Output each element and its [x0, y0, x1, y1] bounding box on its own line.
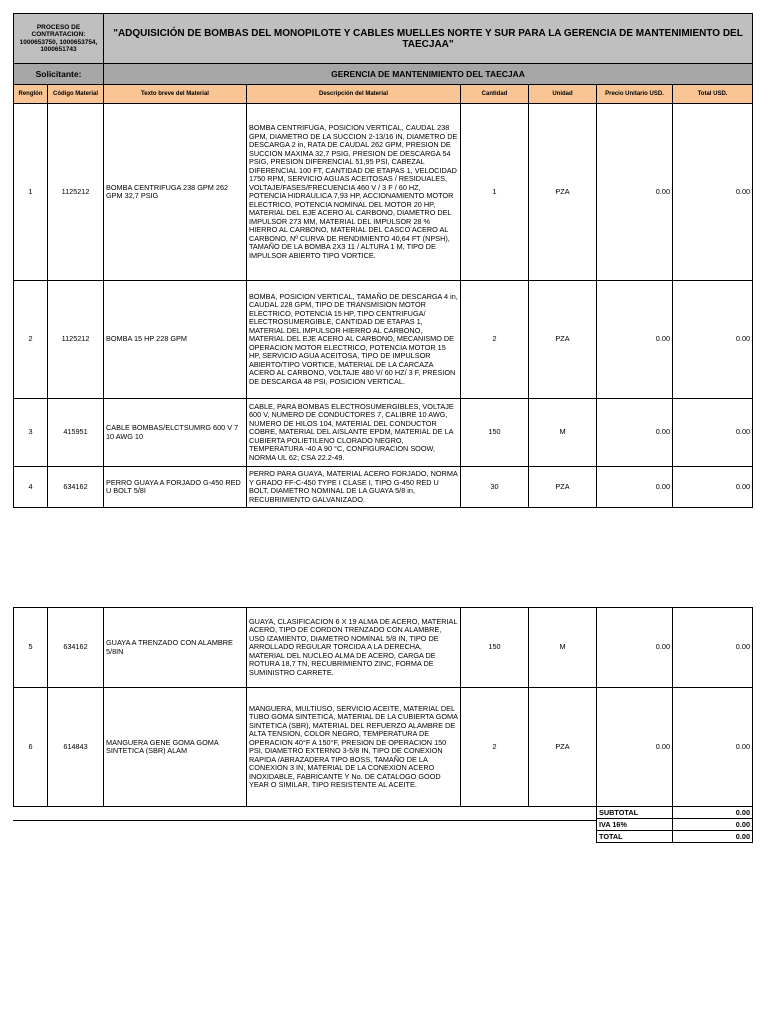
- cell-total: 0.00: [673, 281, 753, 399]
- cell-descripcion: BOMBA, POSICION VERTICAL, TAMAÑO DE DESCARGA 4 in, CAUDAL 228 GPM, TIPO DE TRANSMISION MOTOR ELECTRICO, POTENCIA 15 HP, TIPO CENTRIFUGA/ ELECTROSUMERGIBLE, CANTIDAD DE ETAPAS 1, MATERIAL DEL IMPULSOR HIERRO AL CARBONO, MATERIAL DEL EJE ACERO AL CARBONO, MECANISMO DE OPERACION MOTOR ELECTRICO, POTENCIA MOTOR 15 HP, SERVICIO AGUA ACEITOSA, TIPO DE IMPULSOR ABIERTO/TIPO VORTICE, MATERIAL DE LA CARCAZA ACERO AL CARBONO, VOLTAJE 480 V/ 60 HZ/ 3 F, PRESION DE DESCARGA 48 PSI, POSICION VERTICAL.: [247, 281, 461, 399]
- cell-cantidad: 2: [461, 281, 529, 399]
- cell-renglon: 5: [14, 608, 48, 688]
- cell-total: 0.00: [673, 467, 753, 508]
- col-codigo: Código Material: [48, 85, 104, 104]
- totals-table: [596, 806, 753, 843]
- cell-total: 0.00: [673, 608, 753, 688]
- cell-cantidad: 30: [461, 467, 529, 508]
- cell-codigo: 614843: [48, 688, 104, 807]
- table-row: [14, 467, 753, 508]
- subtotal-row: [597, 807, 753, 819]
- cell-cantidad: 150: [461, 608, 529, 688]
- total-label: TOTAL: [597, 831, 673, 843]
- subtotal-label: SUBTOTAL: [597, 807, 673, 819]
- cell-precio: 0.00: [597, 281, 673, 399]
- materials-table-page2: [13, 607, 753, 807]
- cell-codigo: 1125212: [48, 104, 104, 281]
- cell-total: 0.00: [673, 688, 753, 807]
- table-row: [14, 281, 753, 399]
- cell-codigo: 1125212: [48, 281, 104, 399]
- process-cell: [14, 14, 104, 64]
- cell-codigo: 634162: [48, 467, 104, 508]
- cell-unidad: PZA: [529, 688, 597, 807]
- cell-texto-breve: MANGUERA GENE GOMA GOMA SINTETICA (SBR) ALAM: [104, 688, 247, 807]
- iva-row: [597, 819, 753, 831]
- process-numbers: 1000653750, 1000653754, 1000651743: [19, 38, 98, 53]
- cell-texto-breve: BOMBA 15 HP 228 GPM: [104, 281, 247, 399]
- process-label: PROCESO DE CONTRATACION:: [31, 23, 86, 38]
- cell-unidad: M: [529, 608, 597, 688]
- cell-unidad: M: [529, 399, 597, 467]
- cell-texto-breve: PERRO GUAYA A FORJADO G-450 RED U BOLT 5/8I: [104, 467, 247, 508]
- cell-renglon: 6: [14, 688, 48, 807]
- cell-total: 0.00: [673, 399, 753, 467]
- cell-codigo: 634162: [48, 608, 104, 688]
- cell-renglon: 1: [14, 104, 48, 281]
- col-total: Total USD.: [673, 85, 753, 104]
- cell-precio: 0.00: [597, 399, 673, 467]
- iva-label: IVA 16%: [597, 819, 673, 831]
- document-title: "ADQUISICIÓN DE BOMBAS DEL MONOPILOTE Y CABLES MUELLES NORTE Y SUR PARA LA GERENCIA DE MANTENIMIENTO DEL TAECJAA": [104, 14, 753, 64]
- cell-cantidad: 150: [461, 399, 529, 467]
- cell-descripcion: CABLE, PARA BOMBAS ELECTROSUMERGIBLES, VOLTAJE 600 V, NUMERO DE CONDUCTORES 7, CALIBRE 10 AWG, NUMERO DE HILOS 104, MATERIAL DEL CONDUCTOR COBRE, MATERIAL DEL AISLANTE EPDM, MATERIAL DE LA CUBIERTA POLIETILENO CLORADO NEGRO, TEMPERATURA -40 A 90 °C, CONFIGURACION SOOW, NORMA UL 62; CSA 22.2-49.: [247, 399, 461, 467]
- col-texto-breve: Texto breve del Material: [104, 85, 247, 104]
- cell-renglon: 2: [14, 281, 48, 399]
- totals-divider: [13, 820, 596, 821]
- solicitante-row: [14, 64, 753, 85]
- table-row: [14, 688, 753, 807]
- col-unidad: Unidad: [529, 85, 597, 104]
- table-row: [14, 104, 753, 281]
- cell-descripcion: PERRO PARA GUAYA, MATERIAL ACERO FORJADO, NORMA Y GRADO FF-C-450 TYPE I CLASE I, TIPO G-450 RED U BOLT, DIAMETRO NOMINAL DE LA GUAYA 5/8 in, RECUBRIMIENTO GALVANIZADO.: [247, 467, 461, 508]
- solicitante-value: GERENCIA DE MANTENIMIENTO DEL TAECJAA: [104, 64, 753, 85]
- cell-texto-breve: BOMBA CENTRIFUGA 238 GPM 262 GPM 32,7 PSIG: [104, 104, 247, 281]
- col-precio: Precio Unitario USD.: [597, 85, 673, 104]
- col-cantidad: Cantidad: [461, 85, 529, 104]
- cell-texto-breve: CABLE BOMBAS/ELCTSUMRG 600 V 7 10 AWG 10: [104, 399, 247, 467]
- cell-renglon: 4: [14, 467, 48, 508]
- cell-precio: 0.00: [597, 688, 673, 807]
- header-row: [14, 14, 753, 64]
- cell-total: 0.00: [673, 104, 753, 281]
- column-header-row: [14, 85, 753, 104]
- cell-descripcion: GUAYA, CLASIFICACION 6 X 19 ALMA DE ACERO, MATERIAL ACERO, TIPO DE CORDON TRENZADO CON ALAMBRE, USO IZAMIENTO, DIAMETRO NOMINAL 5/8 IN, TIPO DE ARROLLADO REGULAR TORCIDA A LA DERECHA, MATERIAL DEL NUCLEO ALMA DE ACERO, CARGA DE ROTURA 18,7 TN, RECUBRIMIENTO ZINC, FORMA DE SUMINISTRO CARRETE.: [247, 608, 461, 688]
- cell-cantidad: 1: [461, 104, 529, 281]
- table-row: [14, 399, 753, 467]
- cell-unidad: PZA: [529, 281, 597, 399]
- cell-cantidad: 2: [461, 688, 529, 807]
- cell-texto-breve: GUAYA A TRENZADO CON ALAMBRE 5/8IN: [104, 608, 247, 688]
- total-value: 0.00: [673, 831, 753, 843]
- subtotal-value: 0.00: [673, 807, 753, 819]
- col-descripcion: Descripción del Material: [247, 85, 461, 104]
- materials-table-page1: [13, 13, 753, 508]
- table-row: [14, 608, 753, 688]
- cell-unidad: PZA: [529, 104, 597, 281]
- cell-unidad: PZA: [529, 467, 597, 508]
- cell-descripcion: BOMBA CENTRIFUGA, POSICION VERTICAL, CAUDAL 238 GPM, DIAMETRO DE LA SUCCION 2-13/16 IN, DIAMETRO DE DESCARGA 2 in, RATA DE CAUDAL 262 GPM, PRESION DE SUCCION MAXIMA 32,7 PSIG, PRESION DE DESCARGA 54 PSIG, PRESION DIFERENCIAL 51,95 PSI, CABEZAL DIFERENCIAL 100 FT, CANTIDAD DE ETAPAS 1, VELOCIDAD 1750 RPM, SERVICIO AGUAS ACEITOSAS / RESIDUALES, VOLTAJE/FASES/FRECUENCIA 460 V / 3 F / 60 HZ, POTENCIA HIDRAULICA 7,93 HP, ACCIONAMIENTO MOTOR ELECTRICO, POTENCIA NOMINAL DEL MOTOR 20 HP, MATERIAL DEL EJE ACERO AL CARBONO, DIAMETRO DEL IMPULSOR 273 MM, MATERIAL DEL IMPULSOR 28 % HIERRO AL CARBONO, MATERIAL DEL CASCO ACERO AL CARBONO, Nº CURVA DE RENDIMIENTO 40,64 FT (NPSH), TAMAÑO DE LA BOMBA 2X3 11 / ALTURA 1 M, TIPO DE IMPULSOR ABIERTO TIPO VORTICE.: [247, 104, 461, 281]
- solicitante-label: Solicitante:: [14, 64, 104, 85]
- cell-precio: 0.00: [597, 608, 673, 688]
- iva-value: 0.00: [673, 819, 753, 831]
- total-row: [597, 831, 753, 843]
- cell-descripcion: MANGUERA, MULTIUSO, SERVICIO ACEITE, MATERIAL DEL TUBO GOMA SINTETICA, MATERIAL DE LA CUBIERTA GOMA SINTETICA (SBR), MATERIAL DEL REFUERZO ALAMBRE DE ALTA TENSION, COLOR NEGRO, TEMPERATURA DE OPERACION 40°F A 150°F, PRESION DE OPERACION 150 PSI, DIAMETRO EXTERNO 3-5/8 IN, TIPO DE CONEXION RAPIDA /ABRAZADERA TIPO BOSS, TAMAÑO DE LA CONEXION 3 IN, MATERIAL DE LA CONEXION ACERO INOXIDABLE, FABRICANTE Y No. DE CATALOGO GOOD YEAR O SIMILAR, TIPO RESISTENTE AL ACEITE.: [247, 688, 461, 807]
- cell-codigo: 415951: [48, 399, 104, 467]
- col-renglon: Renglón: [14, 85, 48, 104]
- cell-precio: 0.00: [597, 467, 673, 508]
- cell-renglon: 3: [14, 399, 48, 467]
- cell-precio: 0.00: [597, 104, 673, 281]
